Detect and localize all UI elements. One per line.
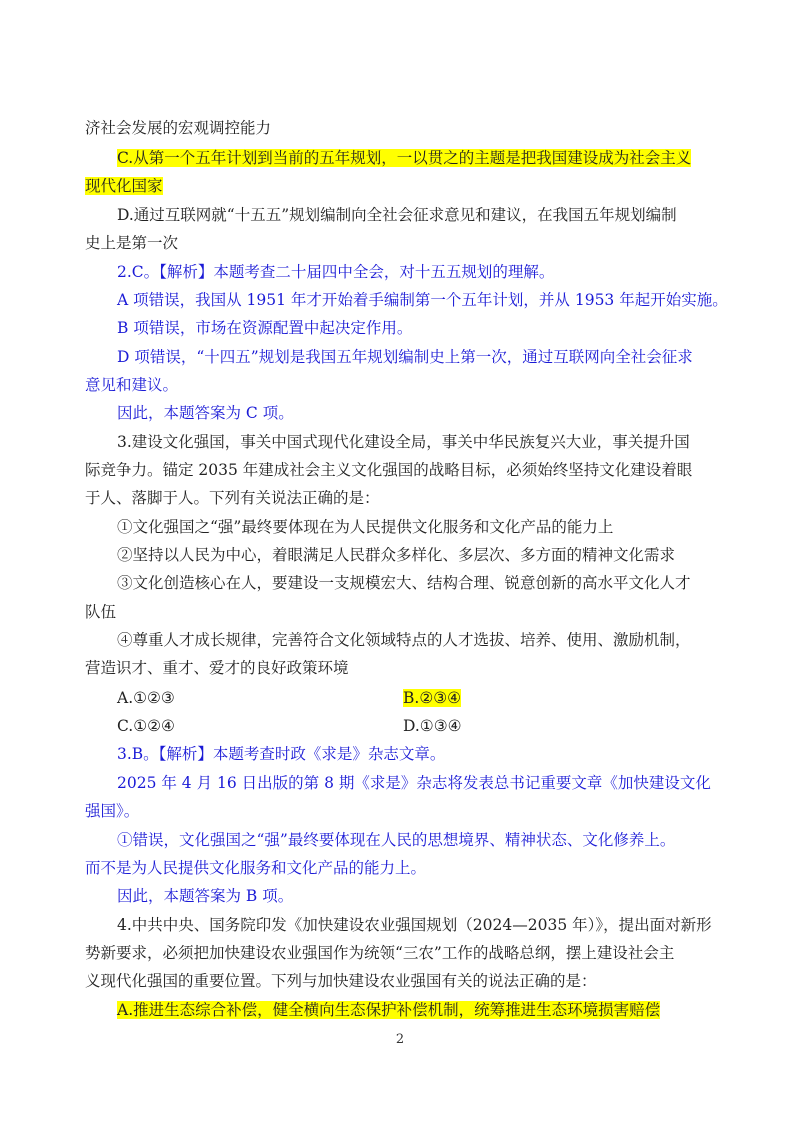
- option-d-line: D.通过互联网就“十五五”规划编制向全社会征求意见和建议，在我国五年规划编制: [117, 206, 677, 224]
- question-line: 际竞争力。锚定 2035 年建成社会主义文化强国的战略目标，必须始终坚持文化建设着眼: [85, 461, 693, 479]
- option-c-line: [117, 146, 691, 170]
- option-b: [403, 686, 461, 710]
- option-d-line: 史上是第一次: [85, 234, 179, 252]
- option-a: A.①②③: [117, 689, 175, 707]
- statement-line: ③文化创造核心在人，要建设一支规模宏大、结构合理、锐意创新的高水平文化人才: [117, 574, 691, 592]
- explanation-line: A 项错误，我国从 1951 年才开始着手编制第一个五年计划，并从 1953 年起开始实施。: [117, 291, 728, 309]
- explanation-line: 2025 年 4 月 16 日出版的第 8 期《求是》杂志将发表总书记重要文章《加快建设文化: [117, 774, 711, 792]
- conclusion-line: 因此，本题答案为 C 项。: [117, 404, 294, 422]
- highlighted-text: 现代化国家: [85, 177, 163, 195]
- explanation-line: 强国》。: [85, 802, 140, 820]
- explanation-line: D 项错误，“十四五”规划是我国五年规划编制史上第一次，通过互联网向全社会征求: [117, 348, 693, 366]
- statement-line: ②坚持以人民为中心，着眼满足人民群众多样化、多层次、多方面的精神文化需求: [117, 546, 676, 564]
- text-line: 济社会发展的宏观调控能力: [85, 119, 272, 137]
- option-c-line: [85, 174, 163, 198]
- highlighted-text: C.从第一个五年计划到当前的五年规划，一以贯之的主题是把我国建设成为社会主义: [117, 149, 692, 167]
- question-line: 于人、落脚于人。下列有关说法正确的是：: [85, 489, 380, 507]
- page-number: 2: [395, 1032, 405, 1047]
- statement-line: ④尊重人才成长规律，完善符合文化领域特点的人才选拔、培养、使用、激励机制，: [117, 631, 691, 649]
- answer-line: 2.C。【解析】本题考查二十届四中全会，对十五五规划的理解。: [117, 263, 555, 281]
- explanation-line: B 项错误，市场在资源配置中起决定作用。: [117, 319, 413, 337]
- highlighted-text: A.推进生态综合补偿，健全横向生态保护补偿机制，统筹推进生态环境损害赔偿: [117, 1001, 661, 1019]
- statement-line: 营造识才、重才、爱才的良好政策环境: [85, 659, 349, 677]
- explanation-line: 意见和建议。: [85, 376, 179, 394]
- answer-line: 3.B。【解析】本题考查时政《求是》杂志文章。: [117, 745, 446, 763]
- question-line: 4.中共中央、国务院印发《加快建设农业强国规划（2024—2035 年）》，提出面对新形: [117, 916, 712, 934]
- question-line: 义现代化强国的重要位置。下列与加快建设农业强国有关的说法正确的是：: [85, 972, 597, 990]
- conclusion-line: 因此，本题答案为 B 项。: [117, 887, 294, 905]
- question-line: 3.建设文化强国，事关中国式现代化建设全局，事关中华民族复兴大业，事关提升国: [117, 433, 690, 451]
- highlighted-option: B.②③④: [403, 689, 462, 707]
- statement-line: 队伍: [85, 603, 117, 621]
- explanation-line: 而不是为人民提供文化服务和文化产品的能力上。: [85, 859, 427, 877]
- explanation-line: ①错误，文化强国之“强”最终要体现在人民的思想境界、精神状态、文化修养上。: [117, 831, 676, 849]
- statement-line: ①文化强国之“强”最终要体现在为人民提供文化服务和文化产品的能力上: [117, 518, 614, 536]
- option-c: C.①②④: [117, 717, 175, 735]
- question-line: 势新要求，必须把加快建设农业强国作为统领“三农”工作的战略总纲，摆上建设社会主: [85, 944, 675, 962]
- option-d: D.①③④: [403, 717, 462, 735]
- option-a-line: [117, 998, 660, 1022]
